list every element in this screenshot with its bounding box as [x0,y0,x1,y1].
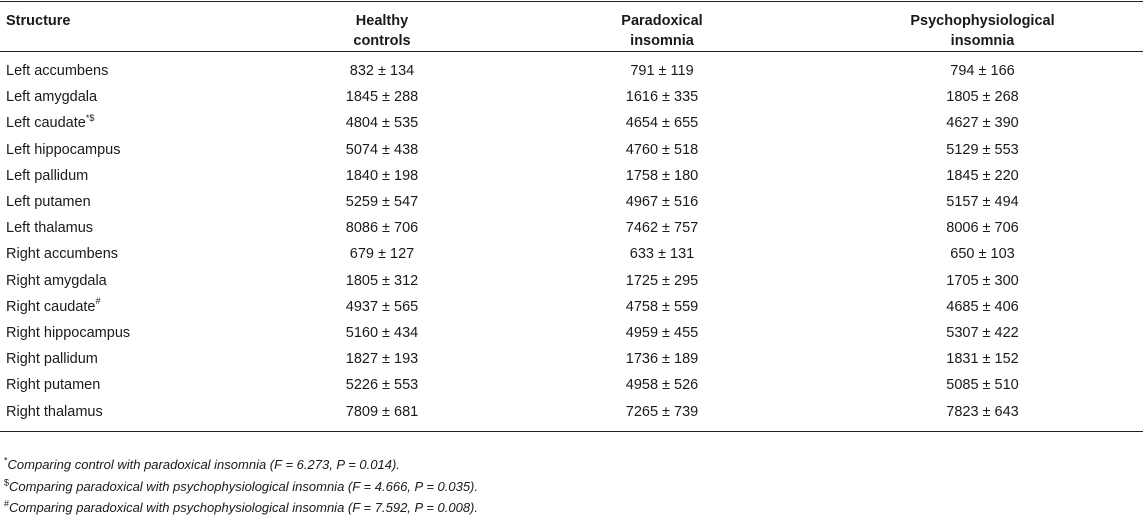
table-row [0,241,1143,267]
cell-healthy-controls: 7809 ± 681 [262,399,502,432]
cell-paradoxical-insomnia: 7265 ± 739 [502,399,822,432]
cell-psychophysiological-insomnia: 1705 ± 300 [946,272,1019,289]
structure-name: Left putamen [6,194,91,211]
cell-paradoxical-insomnia: 633 ± 131 [629,246,695,263]
header-psychophysiological-insomnia [822,2,1143,52]
header-paradoxical-insomnia [502,2,822,52]
cell-structure [0,241,262,267]
table-row [0,320,1143,346]
cell-psychophysiological-insomnia: 7823 ± 643 [822,399,1143,432]
cell-paradoxical-insomnia: 4958 ± 526 [625,377,699,394]
header-healthy-controls-line1: Healthy [355,13,409,29]
header-paradoxical-insomnia-line2: insomnia [630,33,694,49]
cell-paradoxical-insomnia: 1616 ± 335 [625,89,699,106]
cell-psychophysiological-insomnia: 794 ± 166 [950,63,1015,79]
footnote [4,476,478,498]
table-row [0,268,1143,294]
cell-psychophysiological-insomnia: 5157 ± 494 [946,194,1019,211]
cell-healthy-controls: 5160 ± 434 [345,325,419,342]
cell-structure [0,189,262,215]
cell-healthy-controls: 5074 ± 438 [345,141,419,158]
header-row [0,2,1143,52]
table-row [0,215,1143,241]
cell-structure [0,215,262,241]
cell-structure [0,346,262,372]
cell-paradoxical-insomnia: 4758 ± 559 [625,298,699,315]
table-row [0,399,1143,432]
cell-paradoxical-insomnia: 791 ± 119 [630,63,694,79]
structure-name: Right accumbens [6,246,119,263]
header-healthy-controls [262,2,502,52]
cell-psychophysiological-insomnia: 5307 ± 422 [946,325,1019,342]
structure-name: Right caudate [6,298,96,315]
header-paradoxical-insomnia-line1: Paradoxical [621,13,703,29]
cell-healthy-controls: 4804 ± 535 [345,115,419,132]
cell-structure [0,320,262,346]
cell-healthy-controls: 1827 ± 193 [345,351,419,368]
footnote-symbol: $ [4,477,10,488]
footnote-symbol: * [4,455,8,466]
structure-name: Left pallidum [6,167,89,184]
footnote-text: Comparing control with paradoxical insomnia (F = 6.273, P = 0.014). [7,457,400,472]
cell-healthy-controls: 679 ± 127 [349,246,415,263]
cell-healthy-controls: 5226 ± 553 [345,377,419,394]
footnote-text: Comparing paradoxical with psychophysiological insomnia (F = 4.666, P = 0.035). [9,478,478,494]
header-psychophysiological-insomnia-line2: insomnia [950,33,1015,49]
footnote [4,497,478,519]
cell-paradoxical-insomnia: 4959 ± 455 [625,325,699,342]
table-row [0,110,1143,136]
cell-psychophysiological-insomnia: 1831 ± 152 [946,351,1019,368]
cell-structure [0,137,262,163]
cell-healthy-controls: 8086 ± 706 [345,220,419,237]
cell-psychophysiological-insomnia: 5129 ± 553 [946,141,1019,158]
table-row [0,163,1143,189]
cell-paradoxical-insomnia: 1725 ± 295 [625,272,699,289]
cell-psychophysiological-insomnia: 650 ± 103 [950,246,1015,263]
structure-name: Left thalamus [6,220,94,237]
structure-name: Right thalamus [6,403,103,420]
structure-name: Right pallidum [6,351,98,368]
footnotes [4,454,478,519]
volume-table [0,1,1143,432]
footnote-text: Comparing paradoxical with psychophysiological insomnia (F = 7.592, P = 0.008). [9,500,478,515]
footnote-symbol: # [4,498,10,509]
cell-psychophysiological-insomnia: 1845 ± 220 [946,167,1019,184]
cell-structure [0,84,262,110]
structure-name: Left amygdala [6,89,98,106]
footnote [4,454,478,476]
cell-paradoxical-insomnia: 7462 ± 757 [625,220,699,237]
cell-healthy-controls: 4937 ± 565 [345,298,419,315]
table-row [0,372,1143,398]
cell-structure [0,294,262,320]
cell-paradoxical-insomnia: 4760 ± 518 [625,141,699,158]
cell-healthy-controls: 1845 ± 288 [345,89,419,106]
structure-name: Right amygdala [6,272,107,289]
structure-name: Right putamen [6,377,101,394]
header-structure [0,2,262,52]
table-row [0,137,1143,163]
cell-structure [0,110,262,136]
table-header [0,2,1143,52]
cell-healthy-controls: 1805 ± 312 [345,272,419,289]
cell-structure [0,372,262,398]
cell-structure [0,268,262,294]
cell-structure [0,399,262,432]
cell-structure [0,52,262,85]
table-row [0,52,1143,85]
cell-psychophysiological-insomnia: 8006 ± 706 [946,220,1019,237]
cell-paradoxical-insomnia: 1736 ± 189 [625,351,699,368]
structure-name: Left caudate [6,115,86,132]
structure-name: Left accumbens [6,63,109,79]
header-healthy-controls-line2: controls [353,33,411,49]
table-row [0,84,1143,110]
structure-name: Right hippocampus [6,325,131,342]
cell-structure [0,163,262,189]
cell-psychophysiological-insomnia: 4685 ± 406 [946,298,1019,315]
cell-psychophysiological-insomnia: 5085 ± 510 [946,377,1019,394]
header-psychophysiological-insomnia-line1: Psychophysiological [910,13,1055,29]
footnote-mark: # [95,296,101,306]
cell-psychophysiological-insomnia: 1805 ± 268 [946,89,1019,106]
table-body [0,52,1143,432]
cell-psychophysiological-insomnia: 4627 ± 390 [946,115,1019,132]
table-row [0,346,1143,372]
cell-healthy-controls: 5259 ± 547 [345,194,419,211]
structure-name: Left hippocampus [6,141,121,158]
cell-paradoxical-insomnia: 1758 ± 180 [625,167,699,184]
cell-healthy-controls: 1840 ± 198 [345,167,419,184]
cell-healthy-controls: 832 ± 134 [349,63,415,79]
table-row [0,294,1143,320]
footnote-mark: *$ [85,112,95,123]
cell-paradoxical-insomnia: 4654 ± 655 [625,115,699,132]
header-structure-text: Structure [6,13,71,29]
cell-paradoxical-insomnia: 4967 ± 516 [625,194,699,211]
table-row [0,189,1143,215]
